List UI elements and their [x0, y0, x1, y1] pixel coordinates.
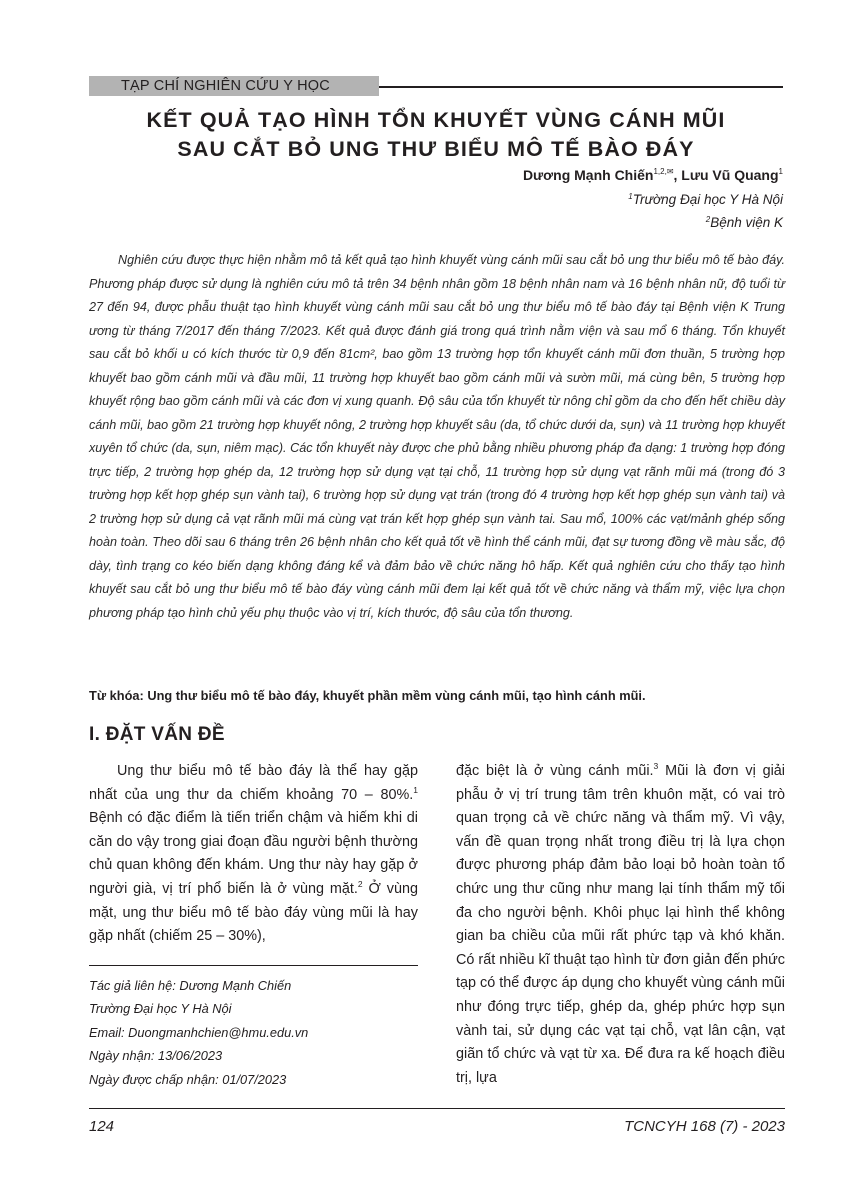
- affiliation-2-text: Bệnh viện K: [710, 215, 783, 230]
- section-heading: I. ĐẶT VẤN ĐỀ: [89, 724, 225, 745]
- footnote-accepted-date: Ngày được chấp nhận: 01/07/2023: [89, 1071, 287, 1087]
- journal-name: TẠP CHÍ NGHIÊN CỨU Y HỌC: [121, 78, 330, 94]
- header-rule: [379, 86, 783, 88]
- intro-left-column: [89, 760, 418, 949]
- footnote-email: Email: Duongmanhchien@hmu.edu.vn: [89, 1024, 309, 1040]
- author-1-name: Dương Mạnh Chiến: [522, 167, 654, 183]
- author-2-affiliation-marks: 1: [778, 167, 783, 176]
- page-number: 124: [89, 1118, 115, 1135]
- footnotes: [89, 974, 418, 1091]
- intro-left-text-1: Ung thư biểu mô tế bào đáy là thể hay gặp nhất của ung thư da chiếm khoảng 70 – 80%.: [89, 763, 418, 803]
- citation-1: 1: [413, 784, 418, 795]
- author-separator: ,: [673, 167, 682, 183]
- affiliation-1-text: Trường Đại học Y Hà Nội: [632, 192, 783, 207]
- intro-left-text-2: Bệnh có đặc điểm là tiến triển chậm và hiếm khi di căn do vậy trong giai đoạn đầu người bệnh thường chủ quan không đến khám. Ung thư này hay gặp ở người già, vị trí phổ biến là ở vùng mặt.: [89, 810, 418, 897]
- intro-right-text-2: Mũi là đơn vị giải phẫu ở vị trí trung tâm trên khuôn mặt, có vai trò quan trọng cả về chức năng và thẩm mỹ. Vì vậy, vấn đề quan trọng nhất trong điều trị là lựa chọn được phương pháp đảm bảo loại bỏ hoàn toàn tổ chức ung thư cũng như mang lại tính thẩm mỹ tối đa cho người bệnh. Khôi phục lại hình thể không gian ba chiều của mũi rất phức tạp và khó khăn. Có rất nhiều kĩ thuật tạo hình từ đơn giản đến phức tạp có thể được áp dụng cho khuyết vùng cánh mũi như đóng trực tiếp, ghép da, ghép phức hợp sụn vành tai, sử dụng các vạt tại chỗ, vạt lân cận, vạt giãn tổ chức và vạt từ xa. Để đưa ra kế hoạch điều trị, lựa: [456, 763, 785, 1086]
- intro-left-text-3: Ở vùng mặt, ung thư biểu mô tế bào đáy vùng mũi là hay gặp nhất (chiếm 25 – 30%),: [89, 880, 418, 945]
- citation-3: 3: [653, 761, 659, 771]
- intro-right-column: [456, 760, 785, 1090]
- footnote-received-date: Ngày nhận: 13/06/2023: [89, 1048, 223, 1064]
- affiliation-2-number: 2: [705, 215, 711, 224]
- article-title-line-2: SAU CẮT BỎ UNG THƯ BIỂU MÔ TẾ BÀO ĐÁY: [177, 137, 695, 161]
- article-title-line-1: KẾT QUẢ TẠO HÌNH TỔN KHUYẾT VÙNG CÁNH MŨI: [146, 108, 726, 132]
- author-1-affiliation-marks: 1,2,✉: [653, 167, 674, 176]
- article-title: [89, 106, 783, 164]
- footnote-institution: Trường Đại học Y Hà Nội: [89, 1001, 232, 1017]
- journal-issue: TCNCYH 168 (7) - 2023: [624, 1118, 785, 1135]
- intro-right-text-1: đặc biệt là ở vùng cánh mũi.: [456, 763, 654, 779]
- affiliation-1: [628, 192, 783, 207]
- author-line: [523, 167, 783, 183]
- author-2-name: Lưu Vũ Quang: [681, 167, 779, 183]
- affiliation-1-number: 1: [628, 192, 633, 201]
- affiliation-2: [706, 215, 783, 230]
- abstract: Nghiên cứu được thực hiện nhằm mô tả kết quả tạo hình khuyết vùng cánh mũi sau cắt bỏ ung thư biểu mô tế bào đáy. Phương pháp được sử dụng là nghiên cứu mô tả trên 34 bệnh nhân gồm 18 bệnh nhân nam và 16 bệnh nhân nữ, độ tuổi từ 27 đến 94, được phẫu thuật tạo hình khuyết vùng cánh mũi sau cắt bỏ ung thư biểu mô tế bào đáy tại Bệnh viện K Trung ương từ tháng 7/2017 đến tháng 7/2023. Kết quả được đánh giá trong quá trình nằm viện và sau mổ 6 tháng. Tổn khuyết sau cắt bỏ khối u có kích thước từ 0,9 đến 81cm², bao gồm 13 trường hợp tổn khuyết cánh mũi đơn thuần, 5 trường hợp khuyết bao gồm cánh mũi và đầu mũi, 11 trường hợp khuyết bao gồm cánh mũi và sườn mũi, má cùng bên, 5 trường hợp khuyết rộng bao gồm cánh mũi và các đơn vị xung quanh. Độ sâu của tổn khuyết từ nông chỉ gồm da cho đến hết chiều dày cánh mũi, bao gồm 21 trường hợp khuyết nông, 2 trường hợp khuyết sâu (da, tổ chức dưới da, sụn) và 11 trường hợp khuyết xuyên tổ chức (da, sụn, niêm mạc). Các tổn khuyết này được che phủ bằng nhiều phương pháp đa dạng: 1 trường hợp đóng trực tiếp, 2 trường hợp ghép da, 12 trường hợp sử dụng vạt tại chỗ, 11 trường hợp sử dụng vạt rãnh mũi má (trong đó 3 trường hợp kết hợp ghép sụn vành tai), 6 trường hợp sử dụng vạt trán (trong đó 4 trường hợp kết hợp ghép sụn vành tai) và 2 trường hợp sử dụng cả vạt rãnh mũi má cùng vạt trán kết hợp ghép sụn vành tai. Sau mổ, 100% các vạt/mảnh ghép sống hoàn toàn. Theo dõi sau 6 tháng trên 26 bệnh nhân cho kết quả tốt về hình thể cánh mũi, đạt sự tương đồng về màu sắc, độ dày, tình trạng co kéo biến dạng không đáng kể và đảm bảo về chức năng hô hấp. Kết quả nghiên cứu cho thấy tạo hình khuyết sau cắt bỏ ung thư biểu mô tế bào đáy vùng cánh mũi đem lại kết quả tốt về chức năng và thẩm mỹ, việc lựa chọn phương pháp tạo hình chủ yếu phụ thuộc vào vị trí, kích thước, độ sâu của tổn thương.: [89, 253, 785, 620]
- footnote-corresponding-author: Tác giả liên hệ: Dương Mạnh Chiến: [89, 978, 292, 993]
- citation-2: 2: [357, 878, 363, 889]
- footnote-rule: [89, 965, 418, 966]
- keywords: Từ khóa: Ung thư biểu mô tế bào đáy, khuyết phần mềm vùng cánh mũi, tạo hình cánh mũi.: [89, 688, 646, 703]
- footer-rule: [89, 1108, 785, 1109]
